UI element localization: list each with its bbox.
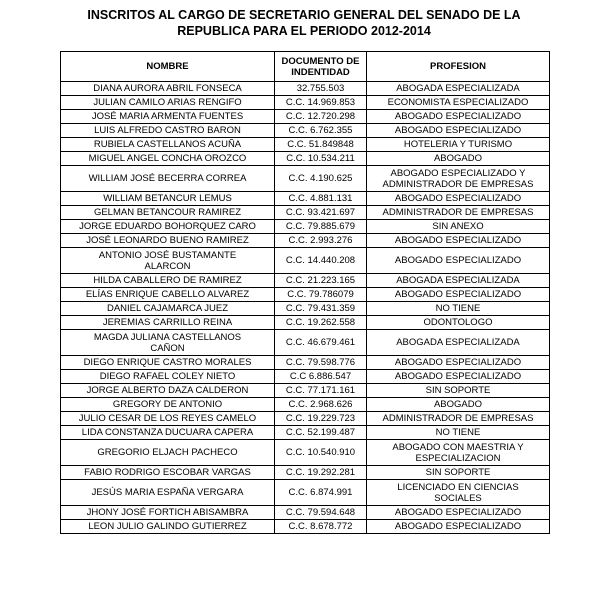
table-row	[61, 466, 550, 480]
cell-nombre	[61, 124, 275, 138]
cell-profesion	[367, 316, 550, 330]
cell-nombre	[61, 412, 275, 426]
header-documento-line-1: DOCUMENTO DE	[281, 55, 360, 67]
profesion-line: HOTELERIA Y TURISMO	[403, 139, 513, 150]
cell-profesion	[367, 466, 550, 480]
cell-nombre	[61, 440, 275, 466]
profesion-line: ABOGADO ESPECIALIZADO	[394, 111, 522, 122]
table-row	[61, 248, 550, 274]
cell-nombre	[61, 274, 275, 288]
profesion-line: ESPECIALIZACION	[415, 452, 501, 464]
cell-documento: C.C. 21.223.165	[275, 274, 367, 288]
cell-nombre	[61, 220, 275, 234]
nombre-line: MAGDA JULIANA CASTELLANOS	[93, 331, 242, 343]
table-row	[61, 398, 550, 412]
nombre-line: JESÚS MARIA ESPAÑA VERGARA	[91, 487, 244, 498]
nombre-line: JEREMIAS CARRILLO REINA	[102, 317, 233, 328]
table-header-row	[61, 52, 550, 82]
cell-profesion	[367, 124, 550, 138]
cell-profesion	[367, 398, 550, 412]
table-row	[61, 370, 550, 384]
cell-nombre	[61, 192, 275, 206]
cell-documento: C.C. 6.874.991	[275, 480, 367, 506]
table-row	[61, 520, 550, 534]
profesion-line: ADMINISTRADOR DE EMPRESAS	[382, 207, 534, 218]
profesion-line: ABOGADO ESPECIALIZADO	[394, 357, 522, 368]
cell-documento: C.C. 14.969.853	[275, 96, 367, 110]
cell-nombre	[61, 248, 275, 274]
nombre-line: JORGE EDUARDO BOHORQUEZ CARO	[79, 221, 256, 232]
table-row	[61, 152, 550, 166]
nombre-line: LUIS ALFREDO CASTRO BARON	[94, 125, 241, 136]
profesion-line: NO TIENE	[435, 427, 481, 438]
table-row	[61, 506, 550, 520]
nombre-line: ANTONIO JOSÉ BUSTAMANTE	[98, 249, 237, 261]
cell-documento: C.C. 8.678.772	[275, 520, 367, 534]
profesion-line: NO TIENE	[435, 303, 481, 314]
cell-profesion	[367, 110, 550, 124]
cell-documento: C.C. 51.849848	[275, 138, 367, 152]
nombre-line: WILLIAM JOSÉ BECERRA CORREA	[88, 173, 247, 184]
profesion-line: ABOGADA ESPECIALIZADA	[396, 337, 520, 348]
table-row	[61, 274, 550, 288]
profesion-line: ODONTOLOGO	[423, 317, 493, 328]
cell-nombre	[61, 370, 275, 384]
nombre-line: MIGUEL ANGEL CONCHA OROZCO	[88, 153, 247, 164]
profesion-line: ABOGADO	[433, 399, 483, 410]
profesion-line: ABOGADO ESPECIALIZADO	[394, 125, 522, 136]
cell-documento: C.C. 4.190.625	[275, 166, 367, 192]
cell-profesion	[367, 440, 550, 466]
nombre-line: LEON JULIO GALINDO GUTIERREZ	[88, 521, 247, 532]
nombre-line: JOSÉ LEONARDO BUENO RAMIREZ	[86, 235, 249, 246]
cell-documento: C.C. 46.679.461	[275, 330, 367, 356]
profesion-line: LICENCIADO EN CIENCIAS	[397, 481, 519, 493]
cell-nombre	[61, 398, 275, 412]
table-row	[61, 288, 550, 302]
title-line-2: REPUBLICA PARA EL PERIODO 2012-2014	[177, 24, 431, 38]
cell-nombre	[61, 466, 275, 480]
nombre-line: JORGE ALBERTO DAZA CALDERON	[86, 385, 249, 396]
cell-documento: C.C. 52.199.487	[275, 426, 367, 440]
cell-documento: C.C. 19.229.723	[275, 412, 367, 426]
cell-documento: C.C. 10.540.910	[275, 440, 367, 466]
cell-profesion	[367, 274, 550, 288]
cell-profesion	[367, 192, 550, 206]
cell-nombre	[61, 506, 275, 520]
cell-documento: 32.755.503	[275, 82, 367, 96]
cell-nombre	[61, 110, 275, 124]
table-row	[61, 440, 550, 466]
cell-profesion	[367, 248, 550, 274]
cell-profesion	[367, 206, 550, 220]
nombre-line: JULIAN CAMILO ARIAS RENGIFO	[93, 97, 242, 108]
cell-nombre	[61, 480, 275, 506]
candidates-table	[60, 51, 550, 534]
cell-documento: C.C. 93.421.697	[275, 206, 367, 220]
profesion-line: SIN SOPORTE	[425, 385, 491, 396]
cell-documento: C.C. 79.431.359	[275, 302, 367, 316]
cell-profesion	[367, 426, 550, 440]
table-row	[61, 110, 550, 124]
cell-documento: C.C. 6.762.355	[275, 124, 367, 138]
cell-profesion	[367, 82, 550, 96]
table-row	[61, 96, 550, 110]
cell-profesion	[367, 520, 550, 534]
table-row	[61, 138, 550, 152]
profesion-line: ABOGADO	[433, 153, 483, 164]
nombre-line: GREGORY DE ANTONIO	[112, 399, 223, 410]
cell-nombre	[61, 96, 275, 110]
cell-profesion	[367, 288, 550, 302]
table-row	[61, 316, 550, 330]
header-profesion: PROFESION	[367, 52, 550, 82]
cell-documento: C.C. 79.594.648	[275, 506, 367, 520]
cell-profesion	[367, 96, 550, 110]
cell-profesion	[367, 152, 550, 166]
table-row	[61, 302, 550, 316]
cell-documento: C.C. 19.262.558	[275, 316, 367, 330]
table-row	[61, 330, 550, 356]
cell-nombre	[61, 356, 275, 370]
nombre-line: DIEGO RAFAEL COLEY NIETO	[99, 371, 236, 382]
cell-documento: C.C. 12.720.298	[275, 110, 367, 124]
table-row	[61, 206, 550, 220]
cell-profesion	[367, 302, 550, 316]
table-row	[61, 426, 550, 440]
cell-profesion	[367, 480, 550, 506]
cell-documento: C.C. 10.534.211	[275, 152, 367, 166]
profesion-line: SIN SOPORTE	[425, 467, 491, 478]
profesion-line: ABOGADO ESPECIALIZADO	[394, 255, 522, 266]
profesion-line: ABOGADO ESPECIALIZADO	[394, 371, 522, 382]
cell-documento: C.C. 14.440.208	[275, 248, 367, 274]
cell-profesion	[367, 166, 550, 192]
cell-documento: C.C. 79.598.776	[275, 356, 367, 370]
cell-documento: C.C. 77.171.161	[275, 384, 367, 398]
profesion-line: SIN ANEXO	[432, 221, 484, 232]
nombre-line: JHONY JOSÉ FORTICH ABISAMBRA	[86, 507, 249, 518]
title-line-1: INSCRITOS AL CARGO DE SECRETARIO GENERAL DEL SENADO DE LA	[87, 8, 521, 22]
cell-documento: C.C. 79.786079	[275, 288, 367, 302]
cell-documento: C.C. 2.993.276	[275, 234, 367, 248]
header-documento	[275, 52, 367, 82]
table-row	[61, 412, 550, 426]
nombre-line: LIDA CONSTANZA DUCUARA CAPERA	[81, 427, 254, 438]
nombre-line: ALARCON	[144, 260, 191, 272]
profesion-line: ABOGADA ESPECIALIZADA	[396, 83, 520, 94]
nombre-line: WILLIAM BETANCUR LEMUS	[103, 193, 232, 204]
cell-documento: C.C. 79.885.679	[275, 220, 367, 234]
profesion-line: ABOGADO ESPECIALIZADO	[394, 235, 522, 246]
nombre-line: HILDA CABALLERO DE RAMIREZ	[93, 275, 242, 286]
cell-documento: C.C 6.886.547	[275, 370, 367, 384]
cell-profesion	[367, 234, 550, 248]
cell-documento: C.C. 2.968.626	[275, 398, 367, 412]
profesion-line: ABOGADO CON MAESTRIA Y	[392, 441, 524, 453]
cell-profesion	[367, 384, 550, 398]
table-row	[61, 192, 550, 206]
cell-nombre	[61, 520, 275, 534]
table-row	[61, 220, 550, 234]
profesion-line: ADMINISTRADOR DE EMPRESAS	[382, 413, 534, 424]
table-row	[61, 356, 550, 370]
nombre-line: JULIO CESAR DE LOS REYES CAMELO	[78, 413, 257, 424]
cell-nombre	[61, 166, 275, 192]
nombre-line: FABIO RODRIGO ESCOBAR VARGAS	[84, 467, 251, 478]
cell-nombre	[61, 288, 275, 302]
cell-profesion	[367, 330, 550, 356]
cell-nombre	[61, 302, 275, 316]
cell-profesion	[367, 506, 550, 520]
profesion-line: SOCIALES	[434, 492, 482, 504]
document-title	[0, 7, 608, 39]
cell-profesion	[367, 356, 550, 370]
profesion-line: ABOGADO ESPECIALIZADO Y	[390, 167, 526, 179]
nombre-line: JOSÉ MARIA ARMENTA FUENTES	[91, 111, 244, 122]
table-row	[61, 166, 550, 192]
cell-nombre	[61, 316, 275, 330]
cell-documento: C.C. 4.881.131	[275, 192, 367, 206]
cell-nombre	[61, 82, 275, 96]
cell-profesion	[367, 370, 550, 384]
table-row	[61, 234, 550, 248]
nombre-line: DIANA AURORA ABRIL FONSECA	[93, 83, 242, 94]
cell-nombre	[61, 384, 275, 398]
table-row	[61, 384, 550, 398]
nombre-line: DANIEL CAJAMARCA JUEZ	[106, 303, 229, 314]
nombre-line: GELMAN BETANCOUR RAMIREZ	[93, 207, 242, 218]
cell-nombre	[61, 152, 275, 166]
profesion-line: ABOGADO ESPECIALIZADO	[394, 507, 522, 518]
nombre-line: GREGORIO ELJACH PACHECO	[97, 447, 238, 458]
cell-nombre	[61, 138, 275, 152]
nombre-line: CAÑON	[150, 342, 185, 354]
table-row	[61, 124, 550, 138]
header-documento-line-2: INDENTIDAD	[291, 66, 350, 78]
table-row	[61, 82, 550, 96]
cell-nombre	[61, 426, 275, 440]
cell-profesion	[367, 220, 550, 234]
cell-nombre	[61, 206, 275, 220]
cell-nombre	[61, 330, 275, 356]
table-body	[61, 82, 550, 534]
profesion-line: ABOGADO ESPECIALIZADO	[394, 521, 522, 532]
profesion-line: ABOGADA ESPECIALIZADA	[396, 275, 520, 286]
cell-profesion	[367, 412, 550, 426]
nombre-line: DIEGO ENRIQUE CASTRO MORALES	[83, 357, 252, 368]
cell-profesion	[367, 138, 550, 152]
table-row	[61, 480, 550, 506]
profesion-line: ADMINISTRADOR DE EMPRESAS	[382, 178, 534, 190]
profesion-line: ABOGADO ESPECIALIZADO	[394, 193, 522, 204]
profesion-line: ECONOMISTA ESPECIALIZADO	[387, 97, 529, 108]
profesion-line: ABOGADO ESPECIALIZADO	[394, 289, 522, 300]
nombre-line: RUBIELA CASTELLANOS ACUÑA	[93, 139, 242, 150]
nombre-line: ELÍAS ENRIQUE CABELLO ALVAREZ	[85, 289, 250, 300]
cell-documento: C.C. 19.292.281	[275, 466, 367, 480]
header-nombre: NOMBRE	[61, 52, 275, 82]
cell-nombre	[61, 234, 275, 248]
